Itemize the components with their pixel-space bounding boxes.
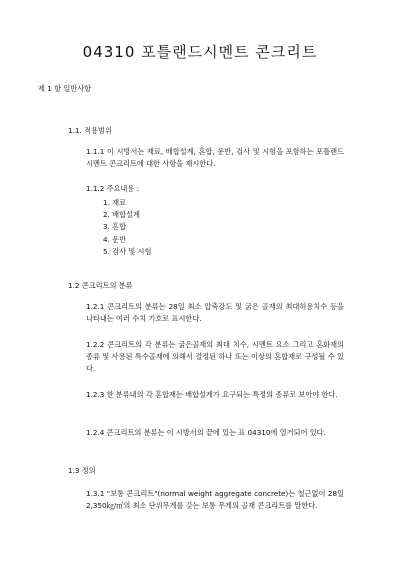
list-item: 4. 운반: [103, 234, 127, 244]
list-item: 2. 배합설계: [103, 210, 140, 220]
list-item: 3. 혼합: [103, 222, 127, 232]
paragraph-1-2-1: 1.2.1 콘크리트의 분류는 28일 최소 압축강도 및 굵은 골재의 최대허용치수 등을 나타내는 여러 수치 기호로 표시한다.: [86, 302, 344, 324]
subsection-heading-1-1: 1.1. 적용범위: [68, 126, 112, 135]
paragraph-1-2-2: 1.2.2 콘크리트의 각 분류는 굵은골재의 최대 치수, 시멘트 요소 그리고 혼화재의 종류 및 사용된 특수골재에 의해서 결정된 하나 또는 이상의 혼합재로 구성될 수 있다.: [86, 340, 344, 374]
document-title: 04310 포틀랜드시멘트 콘크리트: [82, 43, 318, 61]
paragraph-1-2-3: 1.2.3 한 분류내의 각 혼합재는 배합설계가 요구되는 특정의 종류로 보아야 한다.: [86, 390, 338, 399]
list-item: 1. 재료: [103, 198, 127, 207]
paragraph-1-1-2-label: 1.1.2 주요내용 :: [86, 184, 140, 193]
paragraph-1-3-1: 1.3.1 "보통 콘크리트"(normal weight aggregate concrete)는 철근없이 28일 2,350㎏/㎥의 최소 단위무게를 갖는 보통 무게의 골재 콘크리트를 말한다.: [86, 489, 344, 511]
main-contents-list: [103, 197, 151, 258]
paragraph-1-2-4: 1.2.4 콘크리트의 분류는 이 시방서의 끝에 있는 표 04310에 열거되어 있다.: [86, 428, 326, 437]
paragraph-1-1-1: 1.1.1 이 시방서는 재료, 배합설계, 혼합, 운반, 검사 및 시험을 포함하는 포틀랜드 시멘트 콘크리트에 대한 사항을 제시한다.: [86, 147, 344, 169]
section-heading: 제 1 항 일반사항: [38, 84, 92, 93]
subsection-heading-1-3: 1.3 정의: [68, 466, 96, 475]
list-item: 5. 검사 및 시험: [103, 246, 152, 256]
subsection-heading-1-2: 1.2 콘크리트의 분류: [68, 281, 133, 290]
